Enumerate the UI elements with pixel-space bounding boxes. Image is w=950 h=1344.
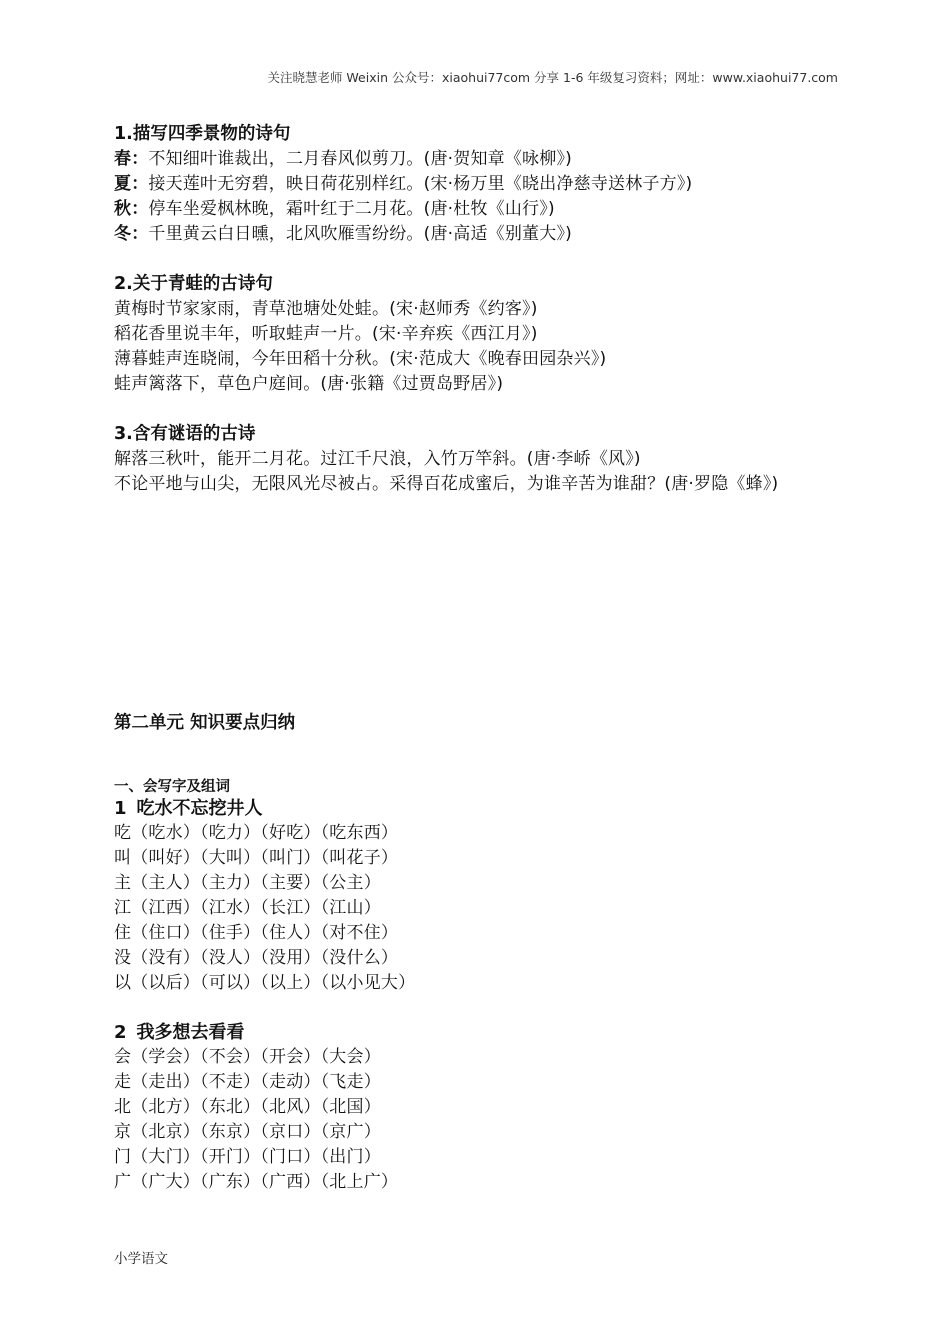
poem-text: 接天莲叶无穷碧，映日荷花别样红。(宋·杨万里《晓出净慈寺送林子方》)	[148, 174, 693, 194]
unit-title: 第二单元 知识要点归纳	[114, 713, 296, 733]
section-seasons	[114, 122, 840, 247]
page-footer: 小学语文	[114, 1251, 168, 1267]
word-line: 广（广大）（广东）（广西）（北上广）	[114, 1172, 399, 1192]
word-line: 叫（叫好）（大叫）（叫门）（叫花子）	[114, 848, 399, 868]
poem-line	[114, 172, 840, 197]
poem-line	[114, 222, 840, 247]
season-label: 春：	[114, 149, 149, 169]
section-riddles	[114, 422, 840, 497]
season-label: 夏：	[114, 174, 149, 194]
page-header: 关注晓慧老师 Weixin 公众号：xiaohui77com 分享 1-6 年级复习资料；网址：www.xiaohui77.com	[267, 70, 838, 85]
poem-line	[114, 147, 840, 172]
season-label: 冬：	[114, 224, 149, 244]
word-line: 住（住口）（住手）（住人）（对不住）	[114, 923, 399, 943]
poem-text: 千里黄云白日曛，北风吹雁雪纷纷。(唐·高适《别董大》)	[148, 224, 572, 244]
word-line: 吃（吃水）（吃力）（好吃）（吃东西）	[114, 823, 399, 843]
word-line: 主（主人）（主力）（主要）（公主）	[114, 873, 381, 893]
lesson-name: 吃水不忘挖井人	[136, 798, 263, 819]
poem-line: 解落三秋叶，能开二月花。过江千尺浪，入竹万竿斜。(唐·李峤《风》)	[114, 449, 641, 469]
word-line: 京（北京）（东京）（京口）（京广）	[114, 1122, 381, 1142]
word-line: 没（没有）（没人）（没用）（没什么）	[114, 948, 399, 968]
poetry-content	[114, 122, 840, 497]
lesson-name: 我多想去看看	[136, 1022, 245, 1043]
poem-text: 不知细叶谁裁出，二月春风似剪刀。(唐·贺知章《咏柳》)	[148, 149, 572, 169]
word-line: 以（以后）（可以）（以上）（以小见大）	[114, 973, 416, 993]
lesson-2	[114, 1020, 840, 1195]
lesson-title	[114, 1020, 840, 1045]
section-frogs	[114, 272, 840, 397]
word-line: 走（走出）（不走）（走动）（飞走）	[114, 1072, 381, 1092]
poem-line: 蛙声篱落下，草色户庭间。(唐·张籍《过贾岛野居》)	[114, 374, 504, 394]
section-title: 3.含有谜语的古诗	[114, 424, 256, 444]
lesson-number: 1	[114, 798, 127, 819]
poem-line: 黄梅时节家家雨，青草池塘处处蛙。(宋·赵师秀《约客》)	[114, 299, 538, 319]
poem-line: 薄暮蛙声连晓闹，今年田稻十分秋。(宋·范成大《晚春田园杂兴》)	[114, 349, 607, 369]
poem-line	[114, 197, 840, 222]
word-line: 江（江西）（江水）（长江）（江山）	[114, 898, 381, 918]
subsection-title: 一、会写字及组词	[114, 779, 230, 795]
season-label: 秋：	[114, 199, 149, 219]
lesson-title	[114, 796, 840, 821]
lesson-number: 2	[114, 1022, 127, 1043]
poem-text: 停车坐爱枫林晚，霜叶红于二月花。(唐·杜牧《山行》)	[148, 199, 555, 219]
word-line: 会（学会）（不会）（开会）（大会）	[114, 1047, 381, 1067]
poem-line: 不论平地与山尖，无限风光尽被占。采得百花成蜜后，为谁辛苦为谁甜？(唐·罗隐《蜂》)	[114, 474, 779, 494]
section-title: 2.关于青蛙的古诗句	[114, 274, 273, 294]
section-title: 1.描写四季景物的诗句	[114, 124, 291, 144]
word-line: 门（大门）（开门）（门口）（出门）	[114, 1147, 381, 1167]
lesson-1	[114, 796, 840, 996]
word-line: 北（北方）（东北）（北风）（北国）	[114, 1097, 381, 1117]
poem-line: 稻花香里说丰年，听取蛙声一片。(宋·辛弃疾《西江月》)	[114, 324, 538, 344]
